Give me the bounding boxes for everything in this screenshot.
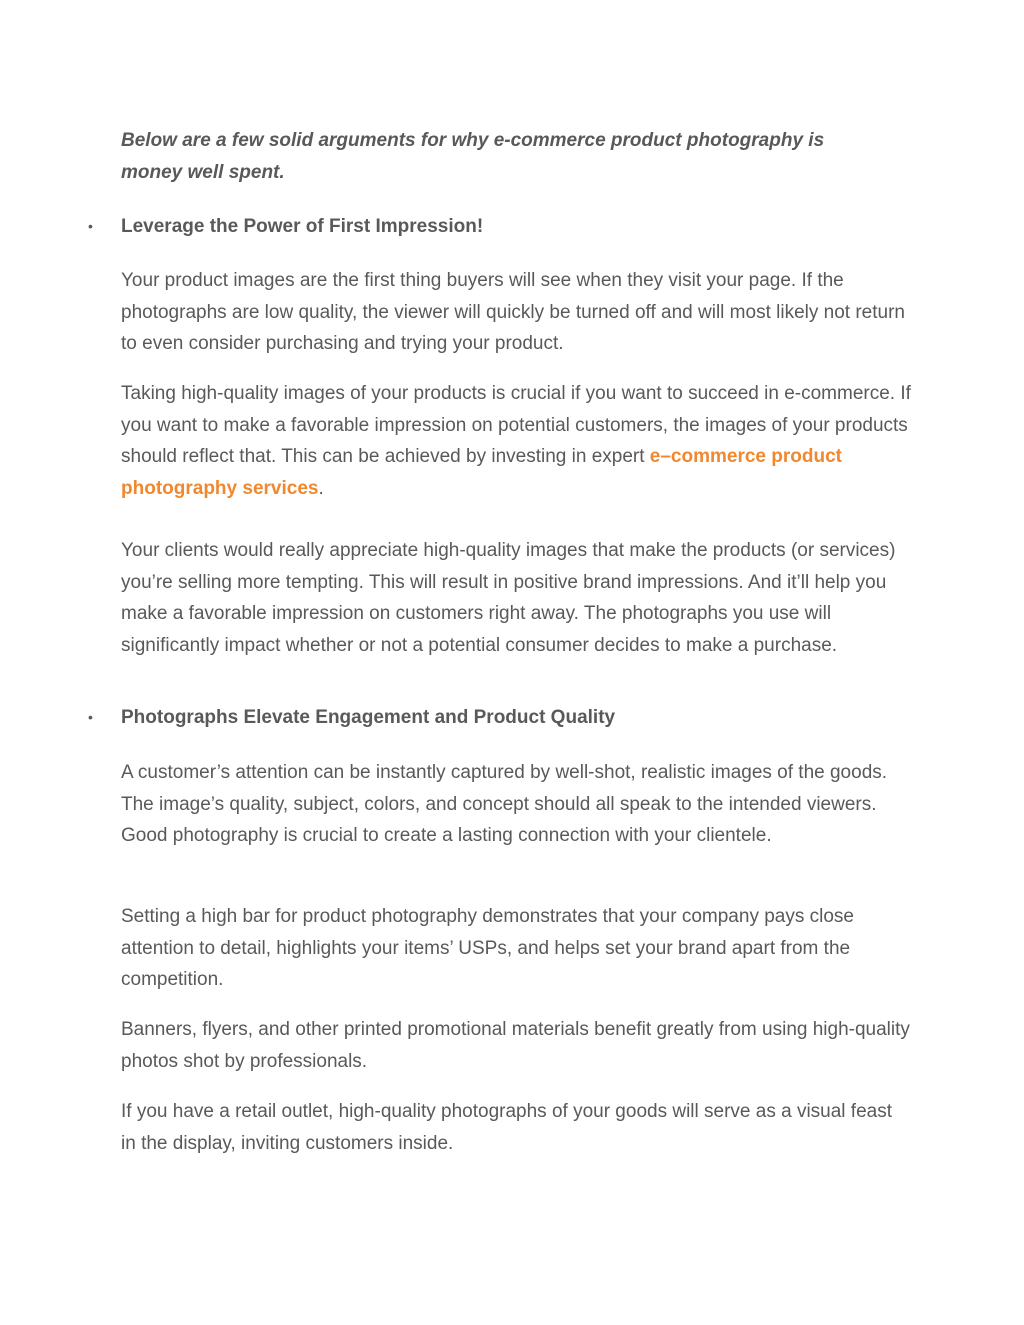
intro-line-1: Below are a few solid arguments for why e-commerce product photography is bbox=[121, 130, 825, 151]
intro-paragraph bbox=[121, 125, 911, 188]
intro-line-2: money well spent. bbox=[121, 161, 285, 183]
section-1-heading: Leverage the Power of First Impression! bbox=[121, 216, 484, 237]
section-2-paragraph-1: A customer’s attention can be instantly captured by well-shot, realistic images of the goods. The image’s quality, subject, colors, and concept should all speak to the intended viewers. Good photography is crucial to create a lasting connection with your clientele. bbox=[121, 762, 888, 846]
section-1-paragraph-1: Your product images are the first thing buyers will see when they visit your page. If the photographs are low quality, the viewer will quickly be turned off and will most likely not return to even consider purchasing and trying your product. bbox=[121, 270, 905, 354]
bullet-dot-1: • bbox=[88, 218, 93, 234]
section-2-paragraph-2: Setting a high bar for product photography demonstrates that your company pays close attention to detail, highlights your items’ USPs, and helps set your brand apart from the competition. bbox=[121, 906, 854, 990]
section-2-paragraph-4: If you have a retail outlet, high-quality photographs of your goods will serve as a visual feast in the display, inviting customers inside. bbox=[121, 1101, 892, 1154]
section-1-paragraph-2-text: Taking high-quality images of your products is crucial if you want to succeed in e-commerce. If you want to make a favorable impression on potential customers, the images of your products should reflect that. This can be achieved by investing in expert bbox=[121, 383, 911, 467]
section-2-paragraph-3: Banners, flyers, and other printed promotional materials benefit greatly from using high-quality photos shot by professionals. bbox=[121, 1019, 910, 1072]
photography-services-link[interactable]: e–commerce product photography services bbox=[121, 446, 842, 499]
section-1-paragraph-2-end: . bbox=[318, 477, 324, 499]
section-2-heading: Photographs Elevate Engagement and Product Quality bbox=[121, 707, 616, 728]
section-1-paragraph-2 bbox=[121, 378, 911, 504]
section-1-paragraph-3: Your clients would really appreciate high-quality images that make the products (or services) you’re selling more tempting. This will result in positive brand impressions. And it’ll help you make a favorable impression on customers right away. The photographs you use will significantly impact whether or not a potential consumer decides to make a purchase. bbox=[121, 540, 896, 656]
bullet-dot-2: • bbox=[88, 709, 93, 725]
